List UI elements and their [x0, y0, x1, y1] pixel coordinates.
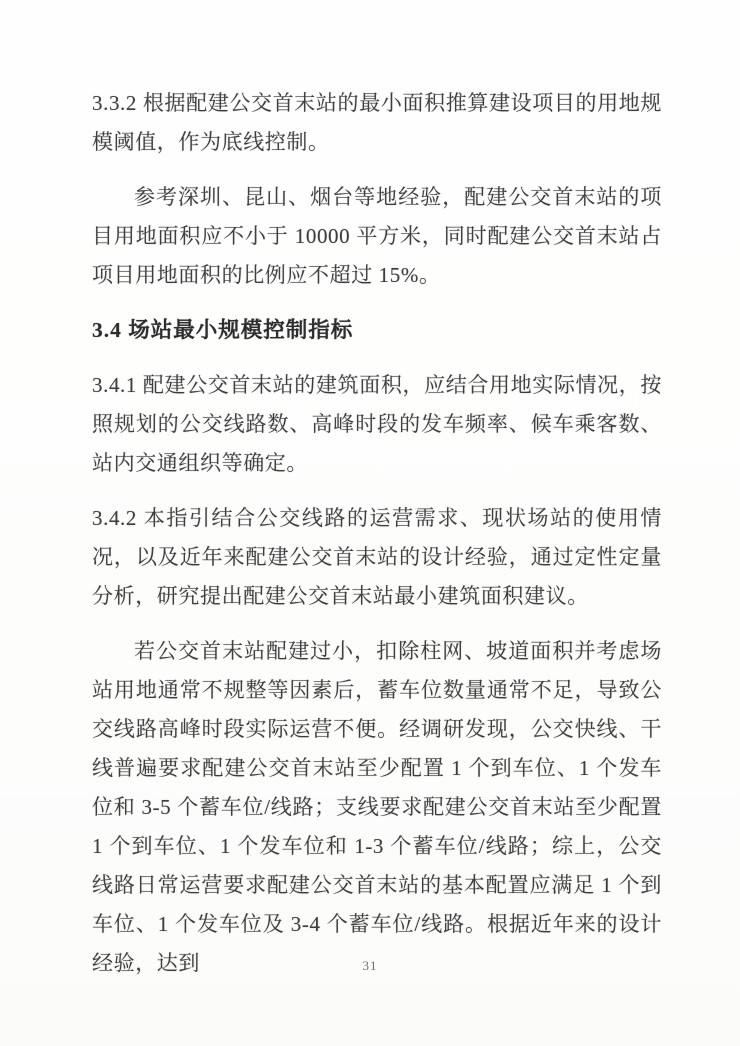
paragraph-3-3-2: 3.3.2 根据配建公交首末站的最小面积推算建设项目的用地规模阈值，作为底线控制。: [92, 91, 662, 154]
paragraph-parking-configuration: 若公交首末站配建过小，扣除柱网、坡道面积并考虑场站用地通常不规整等因素后，蓄车位数量通常不足，导致公交线路高峰时段实际运营不便。经调研发现，公交快线、干线普遍要求配建公交首末站至少配置 1 个到车位、1 个发车位和 3-5 个蓄车位/线路；支线要求配建公交首末站至少配置 1 个到车位、1 个发车位和 1-3 个蓄车位/线路；综上，公交线路日常运营要求配建公交首末站的基本配置应满足 1 个到车位、1 个发车位及 3-4 个蓄车位/线路。根据近年来的设计经验，达到: [92, 639, 662, 975]
paragraph-city-reference: 参考深圳、昆山、烟台等地经验，配建公交首末站的项目用地面积应不小于 10000 平方米，同时配建公交首末站占项目用地面积的比例应不超过 15%。: [92, 185, 662, 287]
page-number: 31: [362, 958, 378, 973]
paragraph-3-4-1: 3.4.1 配建公交首末站的建筑面积，应结合用地实际情况，按照规划的公交线路数、高峰时段的发车频率、候车乘客数、站内交通组织等确定。: [92, 373, 662, 475]
section-heading-3-4: 3.4 场站最小规模控制指标: [92, 318, 354, 342]
paragraph-3-4-2: 3.4.2 本指引结合公交线路的运营需求、现状场站的使用情况，以及近年来配建公交首末站的设计经验，通过定性定量分析，研究提出配建公交首末站最小建筑面积建议。: [92, 506, 662, 608]
page-content: [92, 84, 662, 999]
